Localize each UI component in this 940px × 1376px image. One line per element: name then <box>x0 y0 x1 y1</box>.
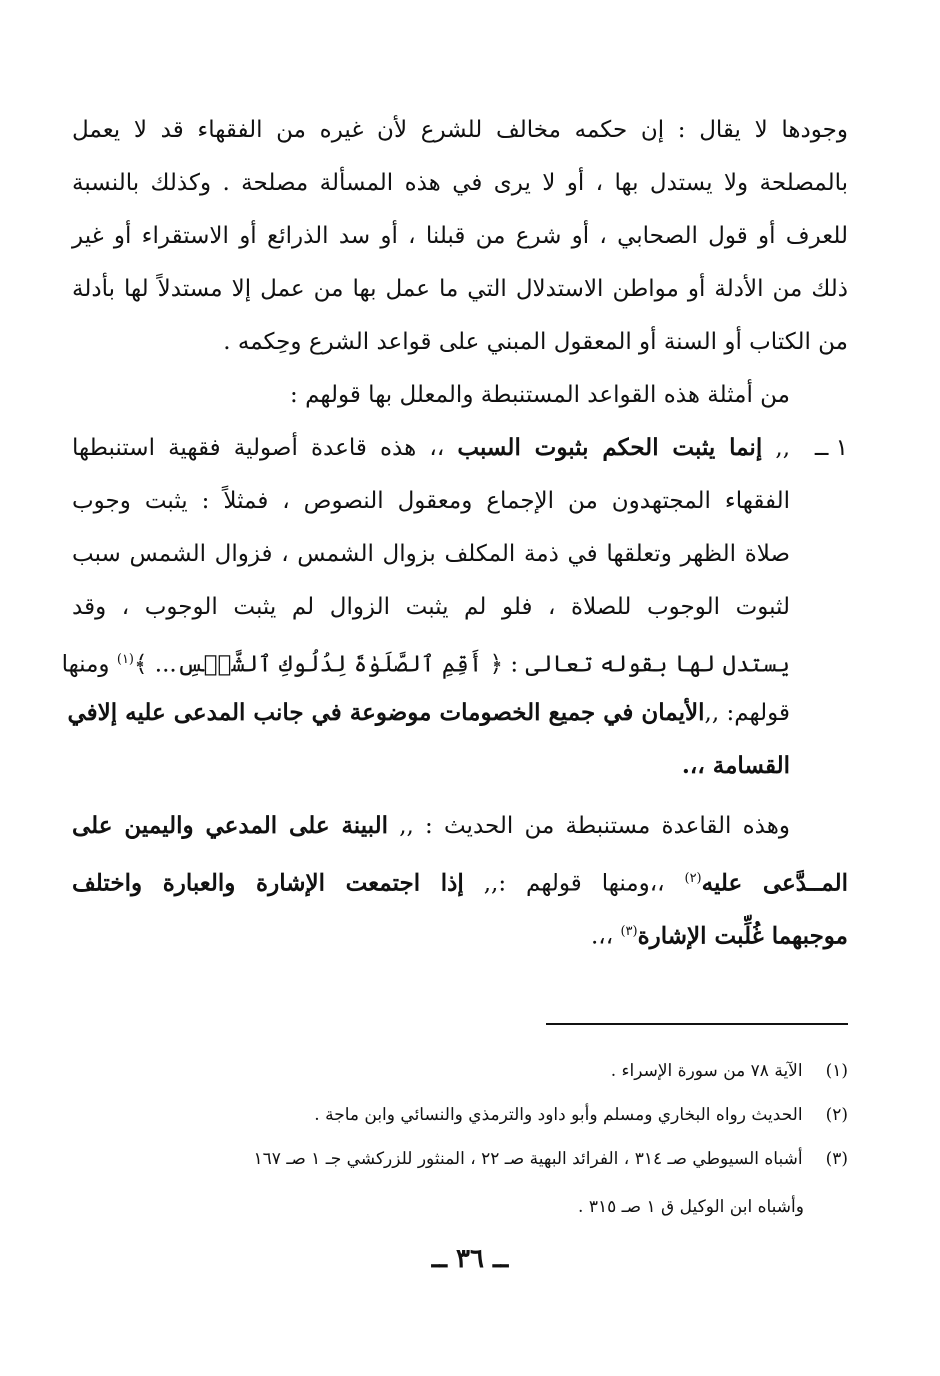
body-line-3: للعرف أو قول الصحابي ، أو شرع من قبلنا ، أو سد الذرائع أو الاستقراء أو غير <box>72 223 848 249</box>
verse-after: ومنها <box>61 651 117 678</box>
examples-intro: من أمثلة هذه القواعد المستنبطة والمعلل بها قولهم : <box>290 382 790 408</box>
body-line-5: من الكتاب أو السنة أو المعقول المبني على قواعد الشرع وحِكمه . <box>223 329 848 355</box>
item1-line-5 <box>61 642 790 683</box>
item-number: ١ ــ <box>814 435 848 461</box>
quran-verse: ﴿ أَقِمِ ٱلصَّلَوٰةَ لِدُلُوكِ ٱلشَّمۡسِ... ﴾ <box>134 651 504 678</box>
quote-close: ،، <box>429 435 458 461</box>
footnote-1-tag: (١) <box>825 1061 848 1081</box>
footnote-2 <box>314 1101 848 1129</box>
item1-line-2: الفقهاء المجتهدون من الإجماع ومعقول النصوص ، فمثلاً : يثبت وجوب <box>72 488 790 514</box>
rule-text: إنما يثبت الحكم بثبوت السبب <box>457 434 763 461</box>
body-line-2: بالمصلحة ولا يستدل بها ، أو لا يرى في هذه المسألة مصلحة . وكذلك بالنسبة <box>72 170 848 196</box>
para2-line-2 <box>72 861 848 902</box>
rule3-text-end: موجبهما غُلِّبت الإشارة <box>637 922 848 950</box>
para2-line-1 <box>72 808 790 844</box>
item1-line-1 <box>72 430 790 466</box>
quote-open: ,, <box>762 435 791 461</box>
item1-line-4: لثبوت الوجوب للصلاة ، فلو لم يثبت الزوال لم يثبت الوجوب ، وقد <box>72 594 790 620</box>
footnote-1 <box>611 1057 848 1085</box>
rule2-close: ،،. <box>681 752 713 779</box>
rule3-close: ،،. <box>590 923 621 950</box>
rule2-text: الأيمان في جميع الخصومات موضوعة في جانب المدعى عليه إلافي <box>67 699 705 726</box>
item1-line-7 <box>682 748 790 784</box>
para2-line-3 <box>591 914 848 955</box>
footnote-2-text: الحديث رواه البخاري ومسلم وأبو داود والترمذي والنسائي وابن ماجة . <box>314 1105 803 1125</box>
body-line-4: ذلك من الأدلة أو مواطن الاستدلال التي ما عمل بها من عمل إلا مستدلاً لها بأدلة <box>72 276 848 302</box>
hadith-text: البينة على المدعي واليمين على <box>72 812 388 839</box>
rule3-text: إذا اجتمعت الإشارة والعبارة واختلف <box>72 869 464 897</box>
item1-line-3: صلاة الظهر وتعلقها في ذمة المكلف بزوال الشمس ، فزوال الشمس سبب <box>72 541 790 567</box>
footnote-separator <box>546 1023 848 1025</box>
footnote-ref-1: (١) <box>116 652 134 667</box>
rule-description: هذه قاعدة أصولية فقهية استنبطها <box>72 435 417 461</box>
footnote-ref-2: (٢) <box>684 871 702 886</box>
para2-intro: وهذه القاعدة مستنبطة من الحديث : ,, <box>388 813 790 839</box>
footnote-1-text: الآية ٧٨ من سورة الإسراء . <box>610 1061 803 1081</box>
hadith-text-end: المــدَّعى عليه <box>701 869 848 897</box>
footnote-2-tag: (٢) <box>825 1105 848 1125</box>
rule2-text-end: القسامة <box>712 752 790 779</box>
item1-line-6 <box>67 695 790 731</box>
footnote-3-tag: (٣) <box>825 1149 848 1169</box>
verse-intro: يستدل لها بقوله تعالى : <box>503 651 790 678</box>
page-number: ــ ٣٦ ــ <box>431 1244 509 1274</box>
footnote-3-continued: وأشباه ابن الوكيل ق ١ صـ ٣١٥ . <box>578 1197 804 1217</box>
footnote-3 <box>254 1145 848 1173</box>
footnote-3-text: أشباه السيوطي صـ ٣١٤ ، الفرائد البهية صـ ٢٢ ، المنثور للزركشي جـ ١ صـ ١٦٧ <box>253 1149 803 1169</box>
rule2-intro: قولهم: ,, <box>704 700 790 726</box>
footnote-ref-3: (٣) <box>620 924 638 939</box>
body-line-1: وجودها لا يقال : إن حكمه مخالف للشرع لأن غيره من الفقهاء قد لا يعمل <box>72 117 848 143</box>
para2-mid: ،،ومنها قولهم :,, <box>463 870 685 897</box>
